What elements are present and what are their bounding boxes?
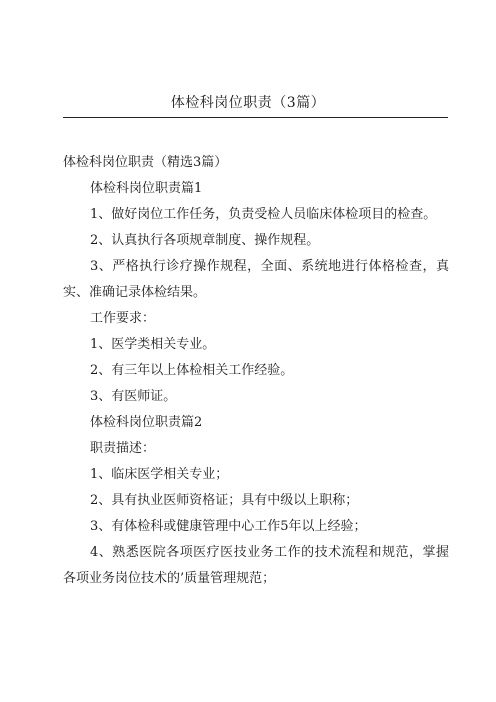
section-2-item: 1、临床医学相关专业；: [90, 467, 229, 482]
header-divider: [63, 117, 448, 118]
section-2-heading: 体检科岗位职责篇2: [90, 415, 203, 430]
requirement-item: 3、有医师证。: [90, 389, 177, 404]
requirement-item: 1、医学类相关专业。: [90, 337, 216, 352]
section-1-heading: 体检科岗位职责篇1: [90, 181, 203, 196]
main-title: 体检科岗位职责（精选3篇）: [63, 155, 228, 170]
section-1-item: 3、严格执行诊疗操作规程，全面、系统地进行体格检查，真实、准确记录体检结果。: [63, 259, 449, 300]
section-2-item: 4、熟悉医院各项医疗医技业务工作的技术流程和规范，掌握各项业务岗位技术的’质量管理规范；: [63, 545, 449, 586]
section-1-item: 2、认真执行各项规章制度、操作规程。: [90, 233, 320, 248]
description-label: 职责描述：: [90, 441, 156, 456]
page-header-title: 体检科岗位职责（3篇）: [170, 95, 326, 111]
document-body: [63, 150, 449, 592]
requirement-item: 2、有三年以上体检相关工作经验。: [90, 363, 294, 378]
section-1-item: 1、做好岗位工作任务，负责受检人员临床体检项目的检查。: [90, 207, 437, 222]
requirements-label: 工作要求：: [90, 311, 156, 326]
section-2-item: 3、有体检科或健康管理中心工作5年以上经验；: [90, 519, 367, 534]
section-2-item: 2、具有执业医师资格证；具有中级以上职称；: [90, 493, 359, 508]
